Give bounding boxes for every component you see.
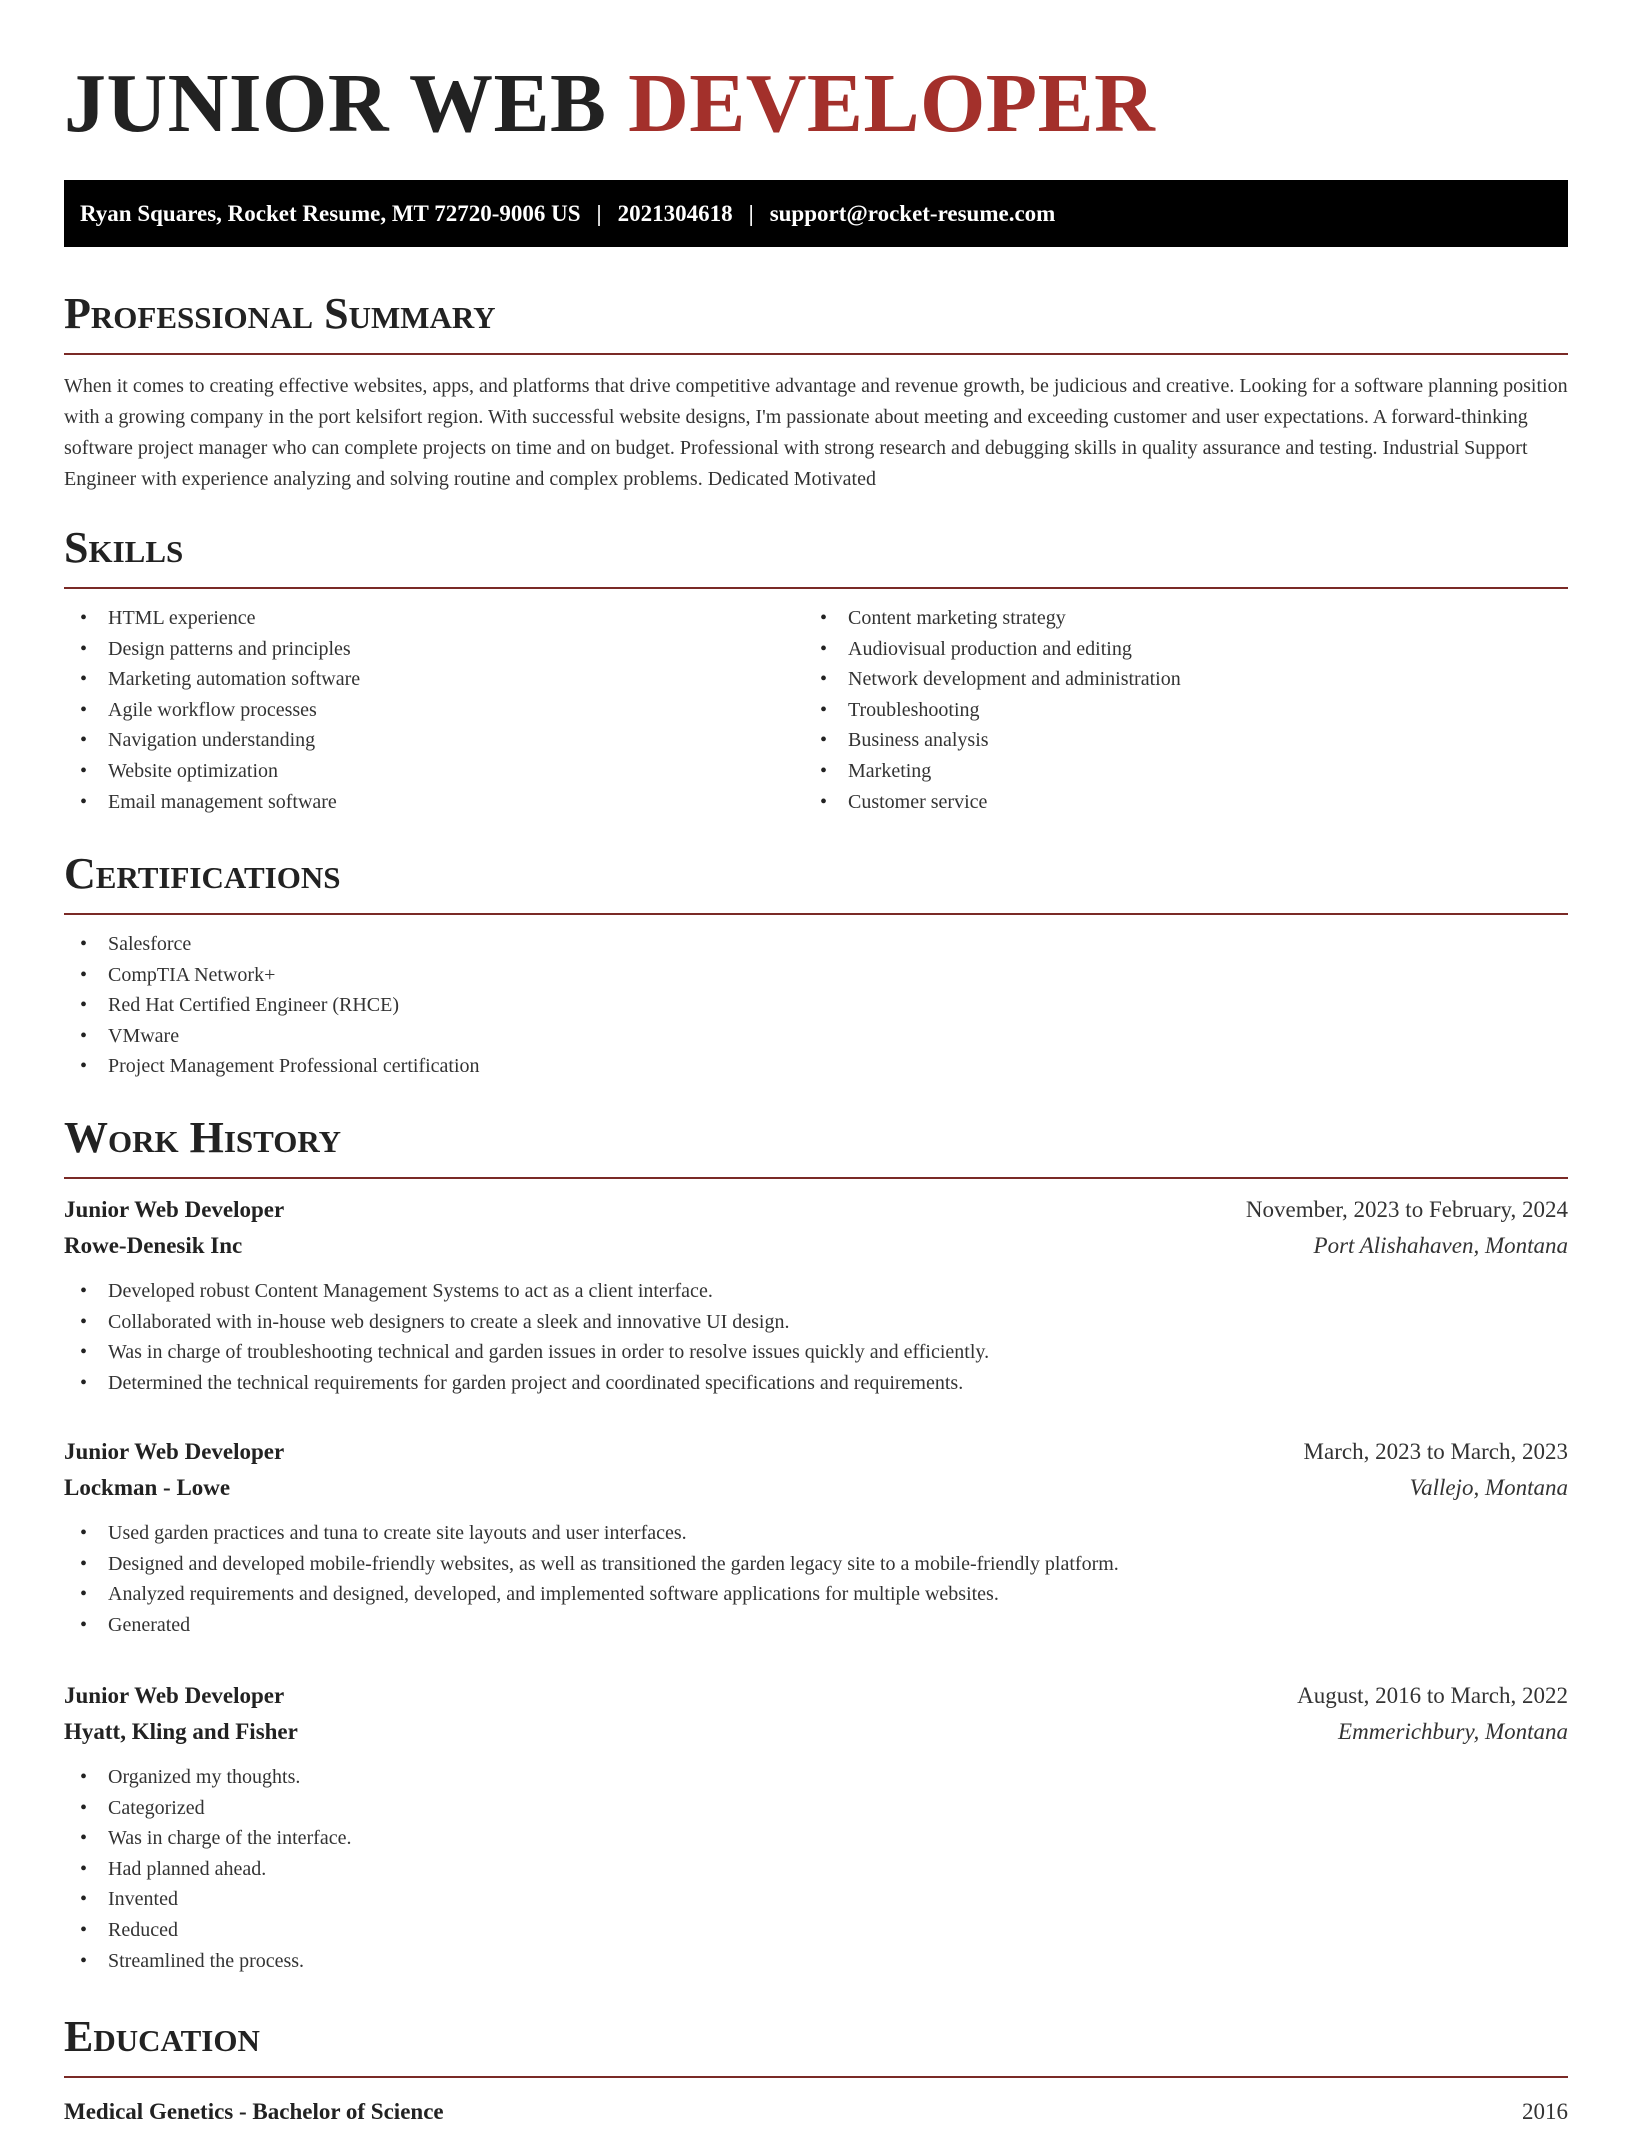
- job-duty: • Used garden practices and tuna to create site layouts and user interfaces.: [64, 1518, 1568, 1549]
- certifications-heading: Certifications: [64, 849, 341, 898]
- job-duty: • Generated: [64, 1610, 1568, 1641]
- section-divider: [64, 2076, 1568, 2078]
- job-location: Vallejo, Montana: [1409, 1475, 1568, 1500]
- job-duty: • Was in charge of troubleshooting technical and garden issues in order to resolve issues quickly and efficiently.: [64, 1337, 1568, 1368]
- job-duties-list: [64, 1276, 1568, 1398]
- job-header-row: [64, 1434, 1568, 1470]
- skill-item: • Customer service: [804, 787, 1544, 818]
- contact-bar: [64, 180, 1568, 247]
- job-entry: [64, 1434, 1568, 1640]
- skill-item: • Navigation understanding: [64, 725, 804, 756]
- job-location: Port Alishahaven, Montana: [1313, 1233, 1568, 1258]
- job-header-row: [64, 1678, 1568, 1714]
- skill-item: • Marketing automation software: [64, 664, 804, 695]
- skills-heading: Skills: [64, 523, 184, 572]
- education-heading: Education: [64, 2012, 260, 2061]
- summary-heading: Professional Summary: [64, 289, 496, 338]
- job-duty: • Categorized: [64, 1793, 1568, 1824]
- job-duty: • Streamlined the process.: [64, 1946, 1568, 1977]
- job-company-row: [64, 1228, 1568, 1264]
- job-company: Hyatt, Kling and Fisher: [64, 1719, 298, 1744]
- job-title: Junior Web Developer: [64, 1439, 285, 1464]
- job-company: Lockman - Lowe: [64, 1475, 231, 1500]
- job-duty: • Was in charge of the interface.: [64, 1823, 1568, 1854]
- job-duty: • Developed robust Content Management Systems to act as a client interface.: [64, 1276, 1568, 1307]
- job-entry: [64, 1678, 1568, 1976]
- education-row: [64, 2094, 1568, 2130]
- work-history-section: [64, 1113, 1568, 1179]
- job-company: Rowe-Denesik Inc: [64, 1233, 243, 1258]
- skills-column-left: [64, 589, 804, 817]
- contact-address: Ryan Squares, Rocket Resume, MT 72720-9006 US: [80, 200, 581, 226]
- skill-item: • Content marketing strategy: [804, 603, 1544, 634]
- skill-item: • Agile workflow processes: [64, 695, 804, 726]
- job-location: Emmerichbury, Montana: [1338, 1719, 1568, 1744]
- job-company-row: [64, 1470, 1568, 1506]
- certifications-list: [64, 929, 1568, 1082]
- job-entry: [64, 1192, 1568, 1398]
- job-dates: November, 2023 to February, 2024: [1245, 1197, 1568, 1222]
- job-header-row: [64, 1192, 1568, 1228]
- job-title: Junior Web Developer: [64, 1683, 285, 1708]
- job-duty: • Had planned ahead.: [64, 1854, 1568, 1885]
- skill-item: • Website optimization: [64, 756, 804, 787]
- summary-section: [64, 289, 1568, 495]
- section-divider: [64, 1177, 1568, 1179]
- skill-item: • Network development and administration: [804, 664, 1544, 695]
- work-history-heading: Work History: [64, 1113, 342, 1162]
- skill-item: • Audiovisual production and editing: [804, 634, 1544, 665]
- section-divider: [64, 913, 1568, 915]
- job-duty: • Collaborated with in-house web designers to create a sleek and innovative UI design.: [64, 1307, 1568, 1338]
- job-duty: • Analyzed requirements and designed, developed, and implemented software applications for multiple websites.: [64, 1579, 1568, 1610]
- skill-item: • Design patterns and principles: [64, 634, 804, 665]
- resume-title: [64, 56, 1568, 152]
- contact-email: support@rocket-resume.com: [769, 200, 1056, 226]
- certification-item: • CompTIA Network+: [64, 960, 1568, 991]
- education-degree: Medical Genetics - Bachelor of Science: [64, 2099, 444, 2124]
- certification-item: • Project Management Professional certification: [64, 1051, 1568, 1082]
- contact-separator: |: [596, 200, 602, 226]
- title-part-2: DEVELOPER: [628, 57, 1156, 150]
- job-duties-list: [64, 1518, 1568, 1640]
- certification-item: • VMware: [64, 1021, 1568, 1052]
- certifications-section: [64, 849, 1568, 1082]
- job-duty: • Determined the technical requirements for garden project and coordinated specifications and requirements.: [64, 1368, 1568, 1399]
- certification-item: • Red Hat Certified Engineer (RHCE): [64, 990, 1568, 1021]
- job-duties-list: [64, 1762, 1568, 1976]
- skill-item: • Email management software: [64, 787, 804, 818]
- job-duty: • Organized my thoughts.: [64, 1762, 1568, 1793]
- contact-separator: |: [748, 200, 754, 226]
- job-duty: • Designed and developed mobile-friendly websites, as well as transitioned the garden legacy site to a mobile-friendly platform.: [64, 1549, 1568, 1580]
- education-section: [64, 2012, 1568, 2078]
- certification-item: • Salesforce: [64, 929, 1568, 960]
- skills-section: [64, 523, 1568, 817]
- skills-list-right: [804, 603, 1544, 817]
- job-title: Junior Web Developer: [64, 1197, 285, 1222]
- section-divider: [64, 353, 1568, 355]
- job-duty: • Reduced: [64, 1915, 1568, 1946]
- skills-list-left: [64, 603, 804, 817]
- skill-item: • Marketing: [804, 756, 1544, 787]
- job-dates: March, 2023 to March, 2023: [1303, 1439, 1568, 1464]
- job-company-row: [64, 1714, 1568, 1750]
- job-dates: August, 2016 to March, 2022: [1297, 1683, 1568, 1708]
- skills-columns: [64, 589, 1568, 817]
- title-part-1: JUNIOR WEB: [64, 57, 607, 150]
- job-duty: • Invented: [64, 1884, 1568, 1915]
- skills-column-right: [804, 589, 1544, 817]
- education-year: 2016: [1522, 2099, 1568, 2124]
- skill-item: • Business analysis: [804, 725, 1544, 756]
- summary-text: When it comes to creating effective websites, apps, and platforms that drive competitive advantage and revenue growth, be judicious and creative. Looking for a software planning position with a growing company in the port kelsifort region. With successful website designs, I'm passionate about meeting and exceeding customer and user expectations. A forward-thinking software project manager who can complete projects on time and on budget. Professional with strong research and debugging skills in quality assurance and testing. Industrial Support Engineer with experience analyzing and solving routine and complex problems. Dedicated Motivated: [64, 375, 1568, 490]
- skill-item: • HTML experience: [64, 603, 804, 634]
- contact-phone: 2021304618: [617, 200, 733, 226]
- skill-item: • Troubleshooting: [804, 695, 1544, 726]
- resume-page: [64, 0, 1568, 2124]
